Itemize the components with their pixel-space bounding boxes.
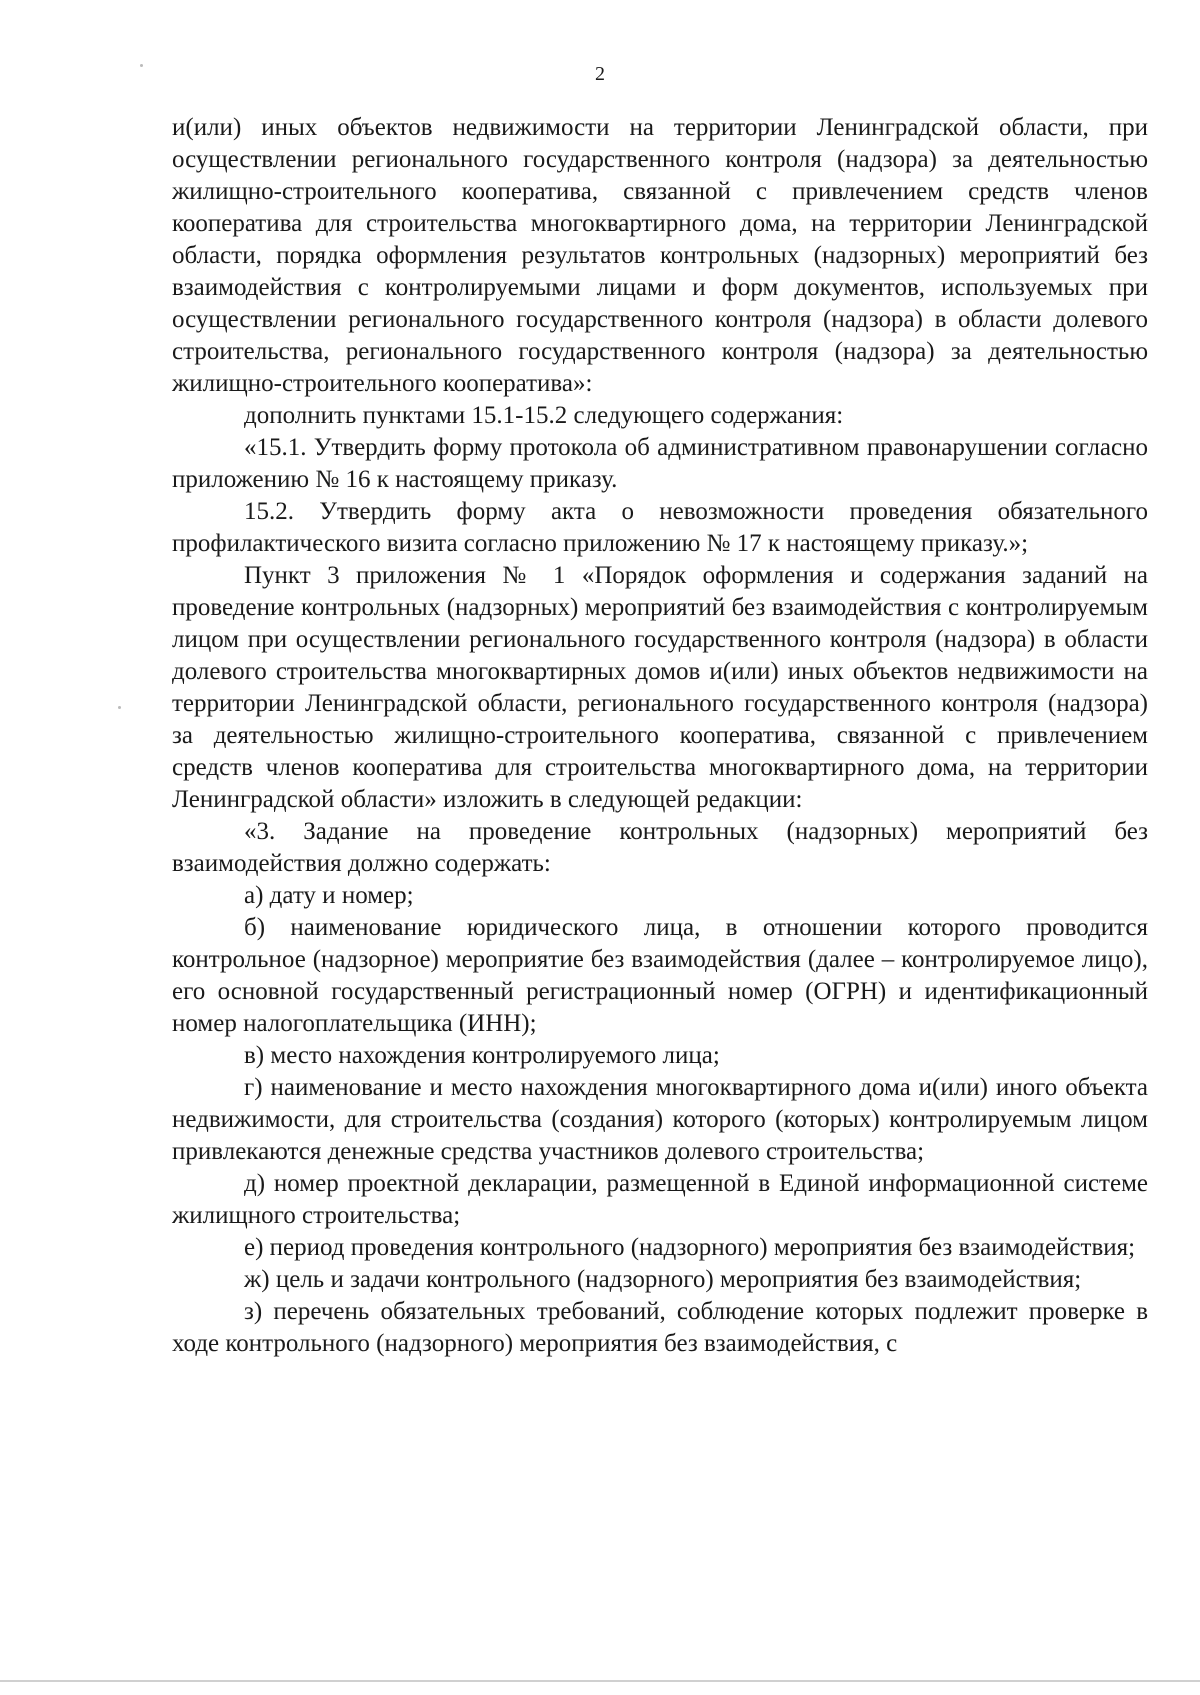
list-item-g: г) наименование и место нахождения многоквартирного дома и(или) иного объекта недвижимости, для строительства (создания) которого (которых) контролируемым лицом привлекаются денежные средства участников долевого строительства;	[172, 1074, 1148, 1165]
list-item-e: е) период проведения контрольного (надзорного) мероприятия без взаимодействия;	[244, 1234, 1136, 1261]
list-item-v: в) место нахождения контролируемого лица;	[244, 1042, 720, 1069]
scan-speck	[118, 706, 121, 709]
list-item-a: а) дату и номер;	[244, 882, 414, 909]
list-item-b: б) наименование юридического лица, в отношении которого проводится контрольное (надзорное) мероприятие без взаимодействия (далее – контролируемое лицо), его основной государственный регистрационный номер (ОГРН) и идентификационный номер налогоплательщика (ИНН);	[172, 914, 1148, 1037]
paragraph-supplement: дополнить пунктами 15.1-15.2 следующего содержания:	[244, 402, 844, 429]
paragraph-point-3: Пункт 3 приложения № 1 «Порядок оформления и содержания заданий на проведение контрольных (надзорных) мероприятий без взаимодействия с контролируемым лицом при осуществлении регионального государственного контроля (надзора) в области долевого строительства многоквартирных домов и(или) иных объектов недвижимости на территории Ленинградской области, регионального государственного контроля (надзора) за деятельностью жилищно-строительного кооператива, связанной с привлечением средств членов кооператива для строительства многоквартирного дома, на территории Ленинградской области» изложить в следующей редакции:	[172, 562, 1148, 813]
list-item-d: д) номер проектной декларации, размещенной в Единой информационной системе жилищного строительства;	[172, 1170, 1148, 1229]
scan-edge-line	[0, 1680, 1200, 1682]
list-item-z: з) перечень обязательных требований, соблюдение которых подлежит проверке в ходе контрольного (надзорного) мероприятия без взаимодействия, с	[172, 1298, 1148, 1357]
scan-speck	[140, 64, 143, 67]
document-body	[172, 112, 1148, 1360]
page-number: 2	[595, 63, 605, 85]
paragraph-15-2: 15.2. Утвердить форму акта о невозможности проведения обязательного профилактического визита согласно приложению № 17 к настоящему приказу.»;	[172, 498, 1148, 557]
paragraph-intro: и(или) иных объектов недвижимости на территории Ленинградской области, при осуществлении регионального государственного контроля (надзора) за деятельностью жилищно-строительного кооператива, связанной с привлечением средств членов кооператива для строительства многоквартирного дома, на территории Ленинградской области, порядка оформления результатов контрольных (надзорных) мероприятий без взаимодействия с контролируемыми лицами и форм документов, используемых при осуществлении регионального государственного контроля (надзора) в области долевого строительства, регионального государственного контроля (надзора) за деятельностью жилищно-строительного кооператива»:	[172, 114, 1148, 397]
paragraph-task-content: «3. Задание на проведение контрольных (надзорных) мероприятий без взаимодействия должно содержать:	[172, 818, 1148, 877]
paragraph-15-1: «15.1. Утвердить форму протокола об административном правонарушении согласно приложению № 16 к настоящему приказу.	[172, 434, 1148, 493]
list-item-zh: ж) цель и задачи контрольного (надзорного) мероприятия без взаимодействия;	[244, 1266, 1082, 1293]
